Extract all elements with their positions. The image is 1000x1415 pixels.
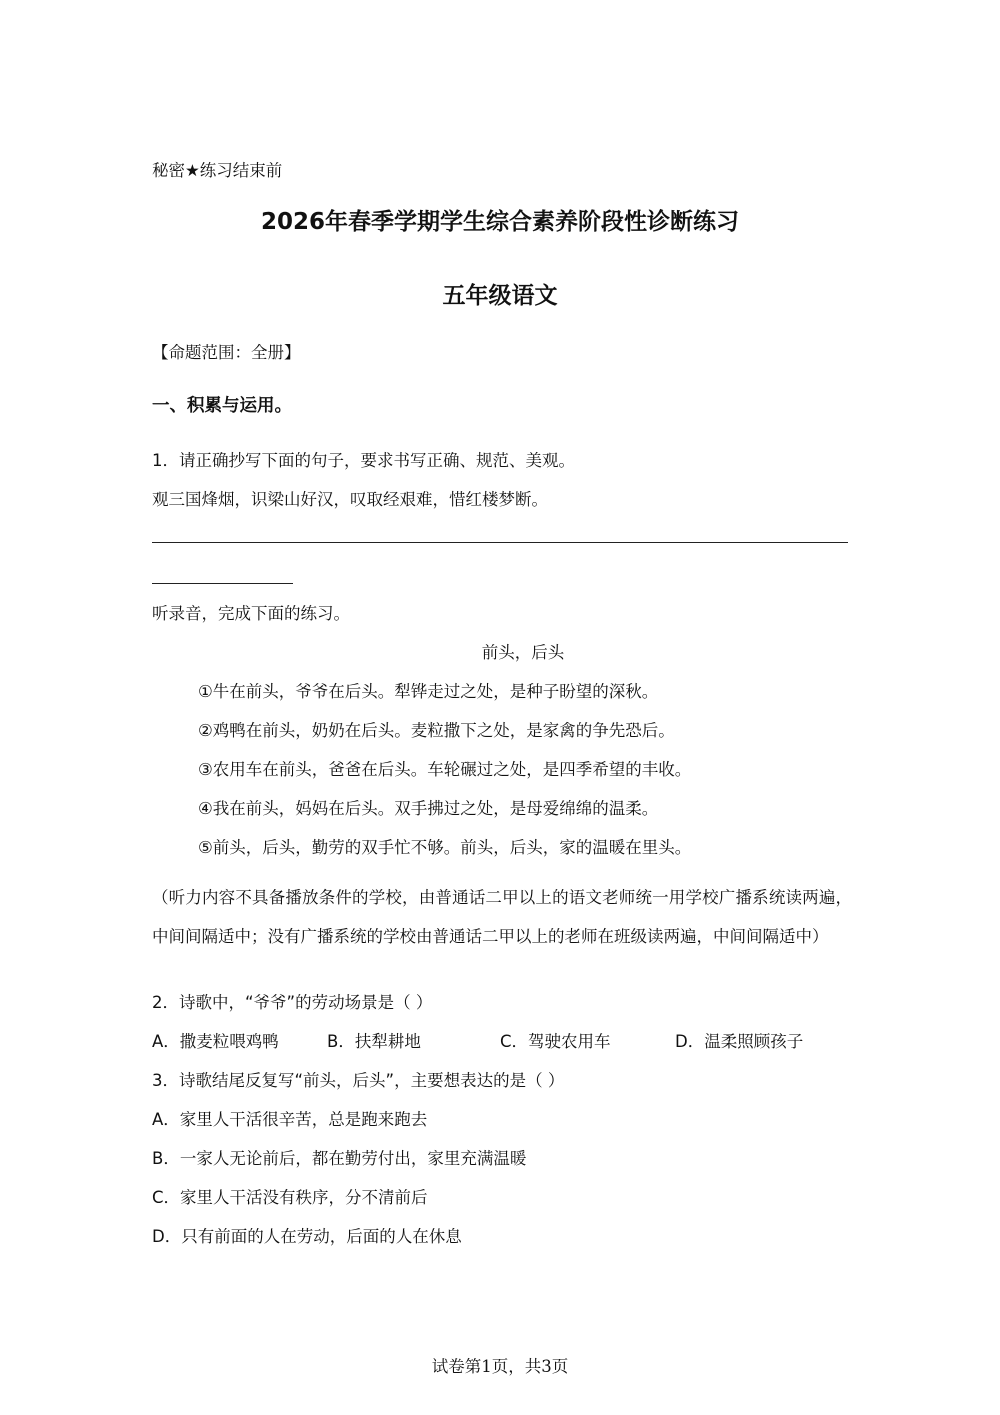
question-3-stem: 3．诗歌结尾反复写“前头，后头”，主要想表达的是（ ） xyxy=(152,1071,565,1090)
question-2-option-b: B．扶犁耕地 xyxy=(327,1032,421,1051)
question-2-option-c: C．驾驶农用车 xyxy=(500,1032,611,1051)
poem-line: ④我在前头，妈妈在后头。双手拂过之处，是母爱绵绵的温柔。 xyxy=(198,799,659,818)
poem-line: ③农用车在前头，爸爸在后头。车轮碾过之处，是四季希望的丰收。 xyxy=(198,760,692,779)
listening-note: （听力内容不具备播放条件的学校，由普通话二甲以上的语文老师统一用学校广播系统读两遍，中间间隔适中；没有广播系统的学校由普通话二甲以上的老师在班级读两遍，中间间隔适中） xyxy=(152,888,852,946)
poem-line: ⑤前头，后头，勤劳的双手忙不够。前头，后头，家的温暖在里头。 xyxy=(198,838,692,857)
listening-intro: 听录音，完成下面的练习。 xyxy=(152,604,350,623)
question-1-prompt: 1．请正确抄写下面的句子，要求书写正确、规范、美观。 xyxy=(152,451,575,470)
question-3-option-a: A．家里人干活很辛苦，总是跑来跑去 xyxy=(152,1110,428,1129)
poem-line: ①牛在前头，爷爷在后头。犁铧走过之处，是种子盼望的深秋。 xyxy=(198,682,659,701)
question-3-option-c: C．家里人干活没有秩序，分不清前后 xyxy=(152,1188,428,1207)
poem-title: 前头，后头 xyxy=(481,643,565,662)
poem-line: ②鸡鸭在前头，奶奶在后头。麦粒撒下之处，是家禽的争先恐后。 xyxy=(198,721,675,740)
page-footer: 试卷第1页，共3页 xyxy=(431,1357,569,1376)
answer-line xyxy=(152,583,293,584)
question-2-option-a: A．撒麦粒喂鸡鸭 xyxy=(152,1032,279,1051)
question-2-stem: 2．诗歌中，“爷爷”的劳动场景是（ ） xyxy=(152,993,433,1012)
question-2-option-d: D．温柔照顾孩子 xyxy=(675,1032,804,1051)
exam-title: 2026年春季学期学生综合素养阶段性诊断练习 xyxy=(260,209,739,235)
section-heading: 一、积累与运用。 xyxy=(152,396,292,416)
confidential-label: 秘密★练习结束前 xyxy=(152,161,283,180)
question-3-option-b: B．一家人无论前后，都在勤劳付出，家里充满温暖 xyxy=(152,1149,527,1168)
exam-scope: 【命题范围：全册】 xyxy=(152,343,301,362)
question-3-option-d: D．只有前面的人在劳动，后面的人在休息 xyxy=(152,1227,462,1246)
exam-subtitle: 五年级语文 xyxy=(442,283,558,309)
question-1-sentence: 观三国烽烟，识梁山好汉，叹取经艰难，惜红楼梦断。 xyxy=(152,490,548,509)
answer-line xyxy=(152,542,848,543)
